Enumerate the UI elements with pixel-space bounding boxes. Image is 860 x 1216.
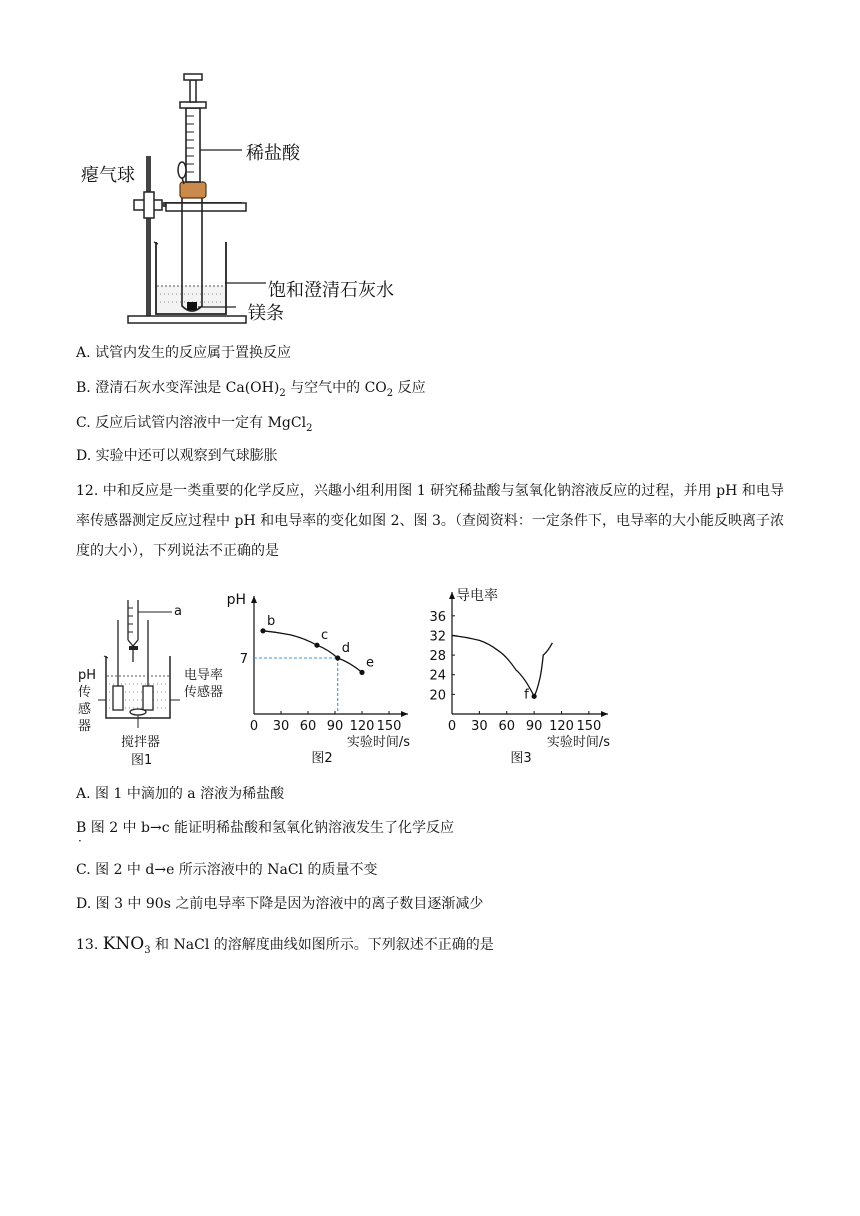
rubber-stopper xyxy=(180,182,206,198)
label-limewater: 饱和澄清石灰水 xyxy=(268,280,394,301)
fig2-x-tick-label: 30 xyxy=(272,719,290,734)
fig3-y-arrow xyxy=(449,592,455,599)
q12-option-c: C. 图 2 中 d→e 所示溶液中的 NaCl 的质量不变 xyxy=(76,862,378,878)
fig3-x-tick-label: 90 xyxy=(525,719,543,734)
fig2-x-tick-label: 0 xyxy=(249,719,259,734)
fig3-y-tick-label: 36 xyxy=(429,609,446,625)
q11-option-a: A. 试管内发生的反应属于置换反应 xyxy=(76,345,292,361)
fig2-x-tick-label: 120 xyxy=(349,719,375,734)
stand-base xyxy=(128,316,246,323)
fig3-point-f xyxy=(532,694,537,699)
platform xyxy=(166,203,246,211)
fig1-label-conductivity-sensor: 电导率传感器 xyxy=(184,668,224,700)
fig3-x-tick-label: 60 xyxy=(498,719,516,734)
fig2-point-label-c: c xyxy=(321,628,329,644)
conductivity-sensor-head xyxy=(143,686,153,710)
fig1-caption: 图1 xyxy=(131,753,153,768)
label-magnesium: 镁条 xyxy=(248,303,284,324)
burette xyxy=(128,600,172,662)
fig3-point-label-f: f xyxy=(524,687,529,703)
magnesium-strip xyxy=(187,302,197,310)
fig2-x-tick-label: 150 xyxy=(376,719,402,734)
fig1-label-a: a xyxy=(174,604,182,619)
fig1-label-ph-sensor: pH传感器 xyxy=(78,668,97,734)
q12-option-a: A. 图 1 中滴加的 a 溶液为稀盐酸 xyxy=(76,786,285,802)
fig3-y-tick-label: 24 xyxy=(429,668,446,684)
fig3-x-tick-label: 120 xyxy=(549,719,574,734)
fig3-x-arrow xyxy=(601,711,608,717)
fig2-point-d xyxy=(335,655,340,660)
fig3-series-line-0 xyxy=(452,635,552,696)
q13-stem: 13. $KNO_3$ 和 NaCl 的溶解度曲线如图所示。下列叙述不正确的是 xyxy=(76,934,494,956)
stand-rod xyxy=(146,156,151,320)
fig2-x-tick-label: 90 xyxy=(326,719,344,734)
fig3-y-axis-label: 导电率 xyxy=(456,588,498,604)
clamp xyxy=(134,192,162,218)
fig2-caption: 图2 xyxy=(311,751,333,766)
fig2-y-arrow xyxy=(251,596,257,603)
fig2-x-tick-label: 60 xyxy=(299,719,317,734)
fig2-x-axis-label: 实验时间/s xyxy=(346,735,410,750)
fig2-point-b xyxy=(260,628,265,633)
q11-option-c: C. 反应后试管内溶液中一定有 MgCl$_2$ xyxy=(76,415,313,434)
figure-3-conductivity-chart xyxy=(420,576,620,772)
stir-bar xyxy=(130,709,146,715)
fig3-x-axis-label: 实验时间/s xyxy=(546,735,610,750)
fig2-point-e xyxy=(359,670,364,675)
fig1-label-stirrer: 搅拌器 xyxy=(121,735,161,750)
fig2-x-arrow xyxy=(401,711,408,717)
fig2-point-c xyxy=(314,643,319,648)
fig2-y-tick-label: 7 xyxy=(239,652,248,667)
q12-option-b: B 图 2 中 b→c 能证明稀盐酸和氢氧化钠溶液发生了化学反应 xyxy=(76,820,454,836)
fig3-y-tick-label: 28 xyxy=(429,649,446,665)
fig3-x-tick-label: 30 xyxy=(471,719,488,734)
fig3-y-tick-label: 20 xyxy=(429,688,446,704)
q12-option-b-dot: · xyxy=(78,834,82,848)
figure-2-ph-chart xyxy=(226,580,416,772)
q12-stem: 12. 中和反应是一类重要的化学反应，兴趣小组利用图 1 研究稀盐酸与氢氧化钠溶液反应的过程，并用 pH 和电导率传感器测定反应过程中 pH 和电导率的变化如图 2、图 3。（查阅资料：一定条件下，电导率的大小能反映离子浓度的大小），下列说法不正确的是 xyxy=(76,483,784,559)
deflated-balloon xyxy=(178,162,186,184)
label-deflated-balloon: 瘪气球 xyxy=(81,165,135,186)
fig2-point-label-b: b xyxy=(267,613,276,629)
fig2-point-label-d: d xyxy=(341,641,350,656)
fig3-y-tick-label: 32 xyxy=(429,629,446,645)
fig2-point-label-e: e xyxy=(366,655,374,671)
q12-option-d: D. 图 3 中 90s 之前电导率下降是因为溶液中的离子数目逐渐减少 xyxy=(76,896,484,912)
q11-option-d: D. 实验中还可以观察到气球膨胀 xyxy=(76,448,278,464)
label-dilute-hcl: 稀盐酸 xyxy=(246,143,300,164)
q11-option-b: B. 澄清石灰水变浑浊是 $Ca(OH)_2$ 与空气中的 $CO_2$ 反应 xyxy=(76,380,426,399)
fig3-caption: 图3 xyxy=(510,751,532,766)
fig3-x-tick-label: 0 xyxy=(447,719,457,734)
fig3-x-tick-label: 150 xyxy=(576,719,602,734)
ph-sensor-head xyxy=(113,686,123,710)
fig2-y-axis-label: pH xyxy=(226,592,246,608)
